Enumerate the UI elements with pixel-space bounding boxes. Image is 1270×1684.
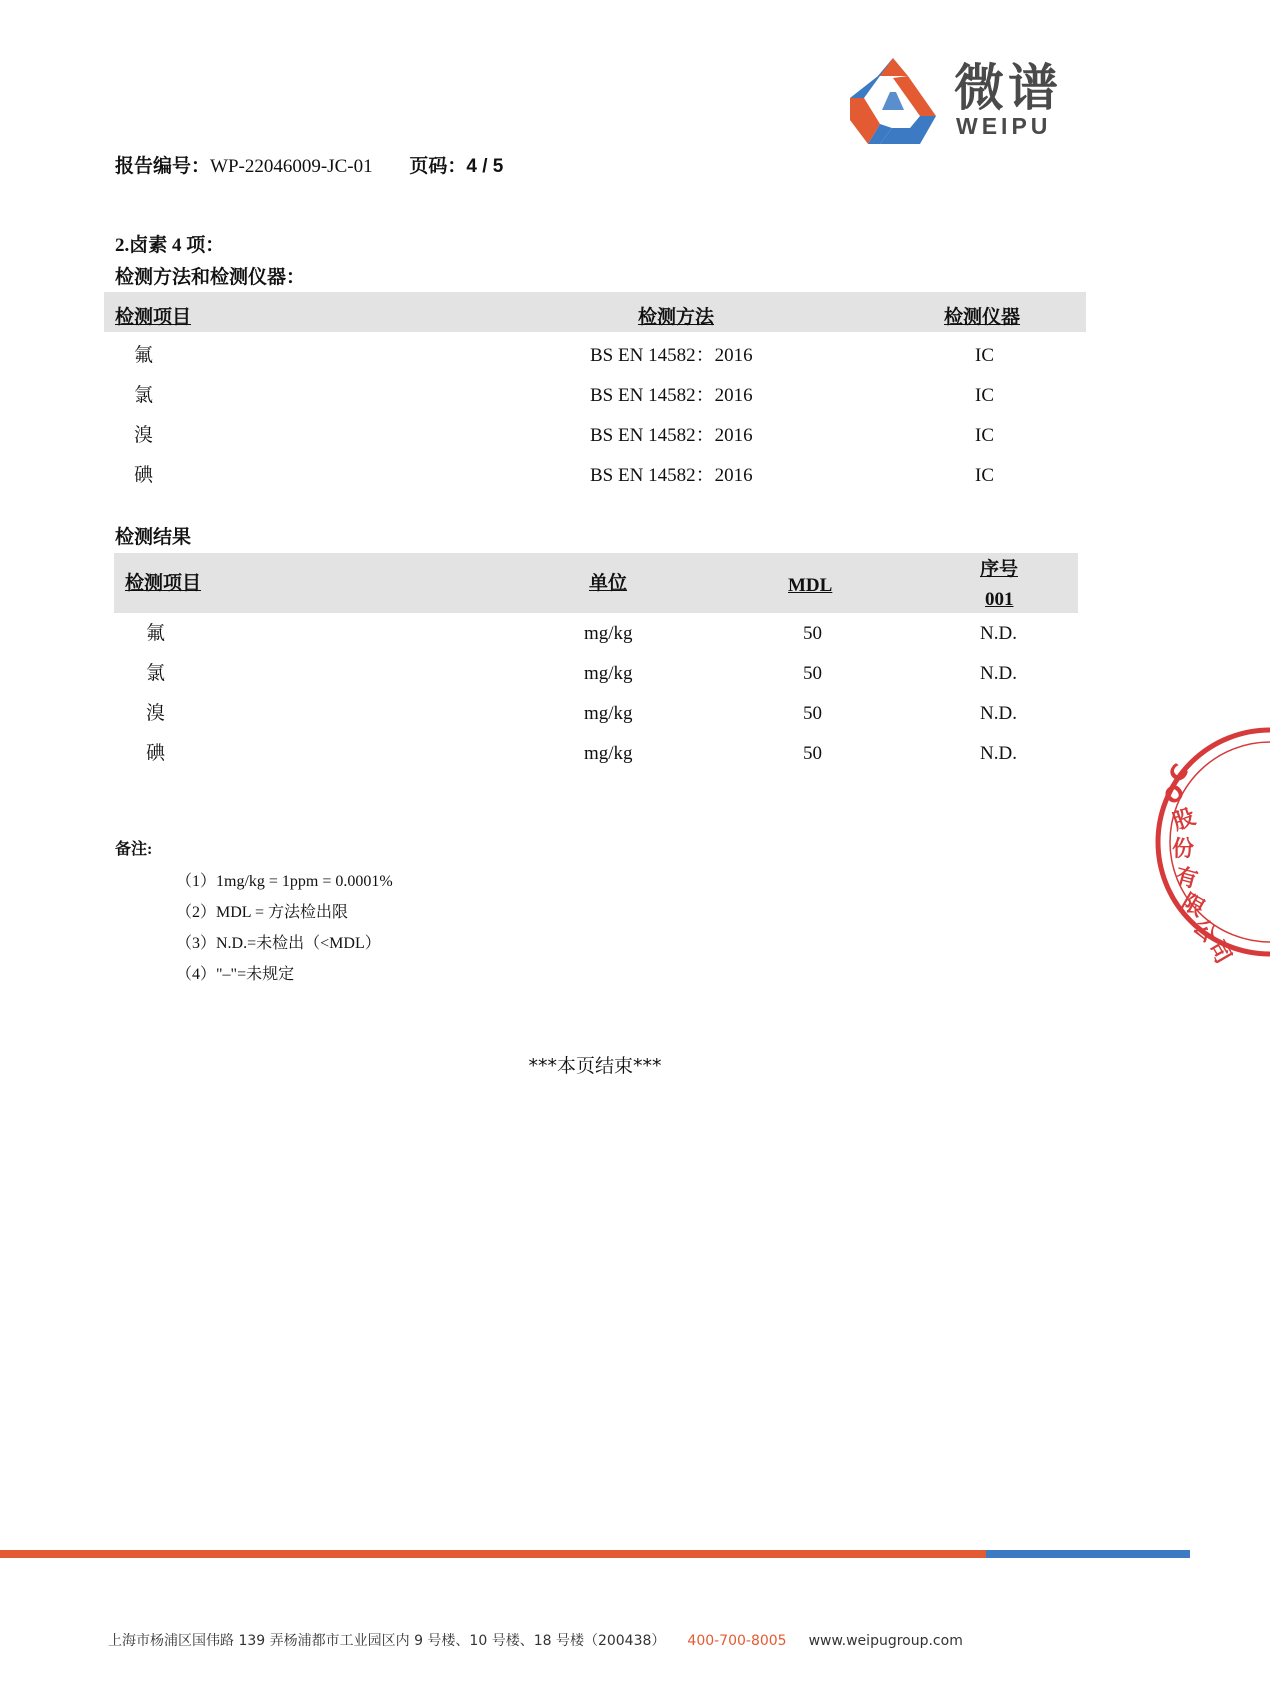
results-title: 检测结果 (115, 527, 192, 548)
footer-bar-blue (986, 1550, 1190, 1558)
methods-cell-method: BS EN 14582：2016 (590, 425, 753, 446)
section-subtitle: 检测方法和检测仪器： (115, 267, 306, 288)
footer-address: 上海市杨浦区国伟路 139 弄杨浦都市工业园区内 9 号楼、10 号楼、18 号楼（200438） (108, 1633, 666, 1649)
methods-cell-item: 溴 (134, 425, 154, 446)
svg-text:司: 司 (1202, 936, 1236, 969)
results-cell-item: 氯 (146, 663, 166, 684)
svg-text:有: 有 (1172, 863, 1201, 894)
methods-cell-instrument: IC (975, 425, 994, 446)
svg-text:C: C (1164, 759, 1195, 788)
methods-cell-method: BS EN 14582：2016 (590, 345, 753, 366)
results-cell-value: N.D. (980, 663, 1017, 684)
methods-header-instrument: 检测仪器 (944, 307, 1021, 328)
weipu-logo-mark (850, 58, 936, 144)
notes-title: 备注: (115, 841, 153, 858)
section-title: 2.卤素 4 项： (115, 235, 225, 256)
results-cell-unit: mg/kg (584, 743, 633, 764)
results-cell-mdl: 50 (803, 743, 822, 764)
results-cell-value: N.D. (980, 703, 1017, 724)
company-seal-stamp (1150, 726, 1270, 969)
results-cell-item: 碘 (146, 743, 166, 764)
results-cell-value: N.D. (980, 743, 1017, 764)
results-cell-mdl: 50 (803, 703, 822, 724)
note-item: （4）"–"=未规定 (176, 966, 295, 983)
results-cell-mdl: 50 (803, 663, 822, 684)
note-item: （2）MDL = 方法检出限 (176, 904, 348, 921)
logo-name-cn: 微谱 (954, 59, 1062, 117)
results-header-unit: 单位 (589, 573, 628, 594)
footer-phone: 400-700-8005 (687, 1633, 787, 1649)
report-no: WP-22046009-JC-01 (210, 156, 373, 177)
methods-cell-item: 氯 (134, 385, 154, 406)
methods-cell-instrument: IC (975, 345, 994, 366)
results-cell-value: N.D. (980, 623, 1017, 644)
logo-name-en: WEIPU (956, 113, 1052, 139)
results-header-seq: 序号 (980, 559, 1019, 580)
svg-text:O: O (1159, 779, 1191, 811)
results-header-mdl: MDL (788, 575, 833, 596)
note-item: （3）N.D.=未检出（<MDL） (176, 935, 381, 952)
footer-website-link[interactable]: www.weipugroup.com (808, 1633, 963, 1649)
footer-bar-orange (0, 1550, 986, 1558)
results-cell-item: 氟 (146, 623, 166, 644)
svg-text:份: 份 (1172, 837, 1195, 862)
methods-header-method: 检测方法 (638, 307, 715, 328)
methods-table-header-bg (104, 292, 1086, 332)
page-label: 页码： (409, 155, 467, 177)
report-header (115, 154, 503, 179)
methods-cell-item: 氟 (134, 345, 154, 366)
end-of-page-mark: ***本页结束*** (528, 1055, 662, 1077)
methods-cell-instrument: IC (975, 465, 994, 486)
methods-cell-method: BS EN 14582：2016 (590, 385, 753, 406)
results-cell-unit: mg/kg (584, 663, 633, 684)
results-header-item: 检测项目 (125, 573, 202, 594)
methods-cell-item: 碘 (134, 465, 154, 486)
svg-text:公: 公 (1187, 914, 1222, 948)
svg-text:股: 股 (1169, 804, 1199, 836)
footer-contact (108, 1632, 963, 1650)
note-item: （1）1mg/kg = 1ppm = 0.0001% (176, 873, 393, 890)
results-header-sample-no: 001 (985, 589, 1014, 610)
results-cell-unit: mg/kg (584, 703, 633, 724)
methods-cell-method: BS EN 14582：2016 (590, 465, 753, 486)
page-no: 4 / 5 (466, 156, 504, 177)
results-cell-item: 溴 (146, 703, 166, 724)
methods-header-item: 检测项目 (115, 307, 192, 328)
results-cell-mdl: 50 (803, 623, 822, 644)
svg-text:限: 限 (1177, 889, 1209, 923)
report-no-label: 报告编号： (115, 155, 211, 177)
methods-cell-instrument: IC (975, 385, 994, 406)
results-cell-unit: mg/kg (584, 623, 633, 644)
